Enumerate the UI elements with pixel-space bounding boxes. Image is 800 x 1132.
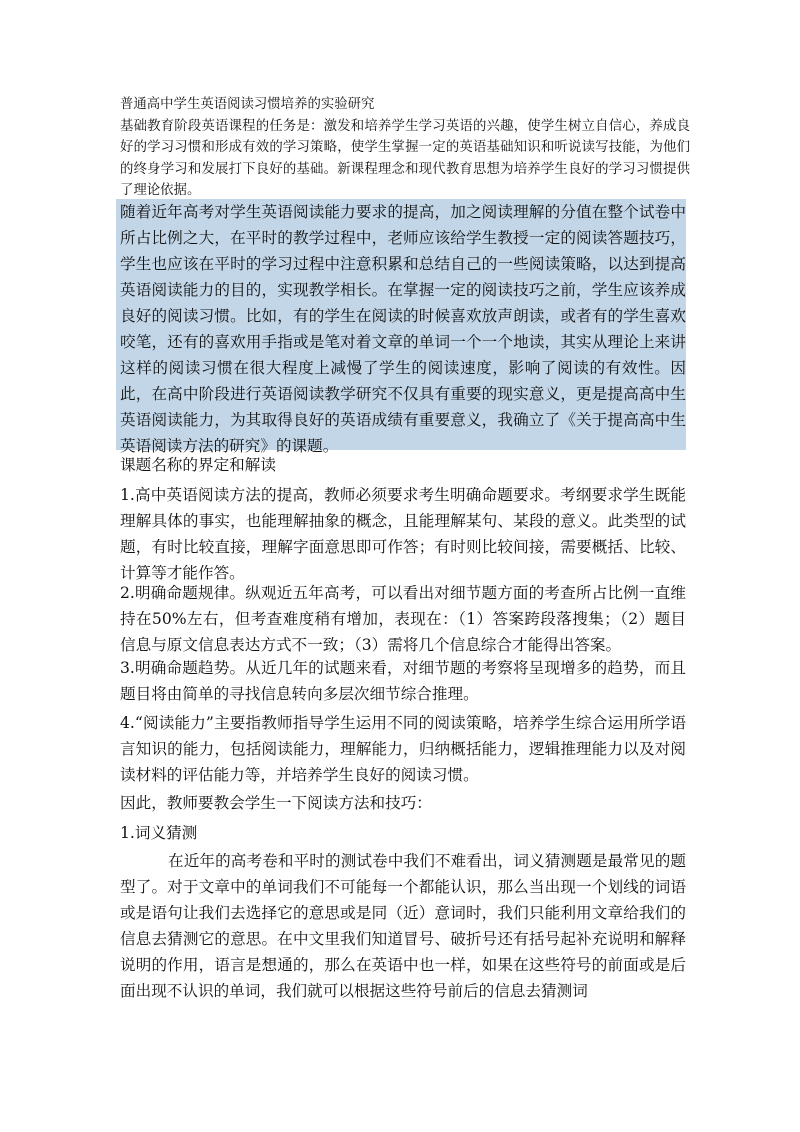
last-paragraph-block — [120, 848, 686, 1004]
highlighted-paragraph-block — [120, 199, 686, 459]
intro-block — [120, 94, 690, 202]
document-title: 普通高中学生英语阅读习惯培养的实验研究 — [120, 97, 375, 112]
sub-heading-block — [120, 820, 686, 846]
last-paragraph: 在近年的高考卷和平时的测试卷中我们不难看出，词义猜测题是最常见的题型了。对于文章中的单词我们不可能每一个都能认识，那么当出现一个划线的词语或是语句让我们去选择它的意思或是同（近）意词时，我们只能利用文章给我们的信息去猜测它的意思。在中文里我们知道冒号、破折号还有括号起补充说明和解释说明的作用，语言是想通的，那么在英语中也一样，如果在这些符号的前面或是后面出现不认识的单词，我们就可以根据这些符号前后的信息去猜测词 — [120, 852, 686, 1000]
list-item-4: 4.“阅读能力”主要指教师指导学生运用不同的阅读策略，培养学生综合运用所学语言知识的能力，包括阅读能力，理解能力，归纳概括能力，逻辑推理能力以及对阅读材料的评估能力等，并培养学生良好的阅读习惯。 — [120, 714, 686, 784]
item-2-block — [120, 580, 686, 658]
item-3-block — [120, 655, 686, 707]
highlighted-paragraph: 随着近年高考对学生英语阅读能力要求的提高，加之阅读理解的分值在整个试卷中所占比例之大，在平时的教学过程中，老师应该给学生教授一定的阅读答题技巧，学生也应该在平时的学习过程中注意积累和总结自己的一些阅读策略，以达到提高英语阅读能力的目的，实现教学相长。在掌握一定的阅读技巧之前，学生应该养成良好的阅读习惯。比如，有的学生在阅读的时候喜欢放声朗读，或者有的学生喜欢咬笔，还有的喜欢用手指或是笔对着文章的单词一个一个地读，其实从理论上来讲这样的阅读习惯在很大程度上减慢了学生的阅读速度，影响了阅读的有效性。因此，在高中阶段进行英语阅读教学研究不仅具有重要的现实意义，更是提高高中生英语阅读能力，为其取得良好的英语成绩有重要意义，我确立了《关于提高高中生英语阅读方法的研究》的课题。 — [120, 203, 686, 455]
lead-block — [120, 790, 686, 816]
lead-sentence: 因此，教师要教会学生一下阅读方法和技巧： — [120, 794, 432, 812]
list-item-2: 2.明确命题规律。纵观近五年高考，可以看出对细节题方面的考查所占比例一直维持在50%左右，但考查难度稍有增加，表现在：（1）答案跨段落搜集；（2）题目信息与原文信息表达方式不一致；（3）需将几个信息综合才能得出答案。 — [120, 584, 686, 654]
list-item-1: 1.高中英语阅读方法的提高，教师必须要求考生明确命题要求。考纲要求学生既能理解具体的事实，也能理解抽象的概念，且能理解某句、某段的意义。此类型的试题，有时比较直接，理解字面意思即可作答；有时则比较间接，需要概括、比较、计算等才能作答。 — [120, 486, 686, 582]
section-heading-block — [120, 452, 686, 478]
item-1-block — [120, 482, 686, 586]
item-4-block — [120, 710, 686, 788]
list-item-3: 3.明确命题趋势。从近几年的试题来看，对细节题的考察将呈现增多的趋势，而且题目将由简单的寻找信息转向多层次细节综合推理。 — [120, 659, 686, 703]
sub-heading: 1.词义猜测 — [120, 824, 198, 842]
intro-paragraph: 基础教育阶段英语课程的任务是：激发和培养学生学习英语的兴趣，使学生树立自信心，养成良好的学习习惯和形成有效的学习策略，使学生掌握一定的英语基础知识和听说读写技能，为他们的终身学习和发展打下良好的基础。新课程理念和现代教育思想为培养学生良好的学习习惯提供了理论依据。 — [120, 118, 690, 199]
section-heading: 课题名称的界定和解读 — [120, 456, 276, 474]
